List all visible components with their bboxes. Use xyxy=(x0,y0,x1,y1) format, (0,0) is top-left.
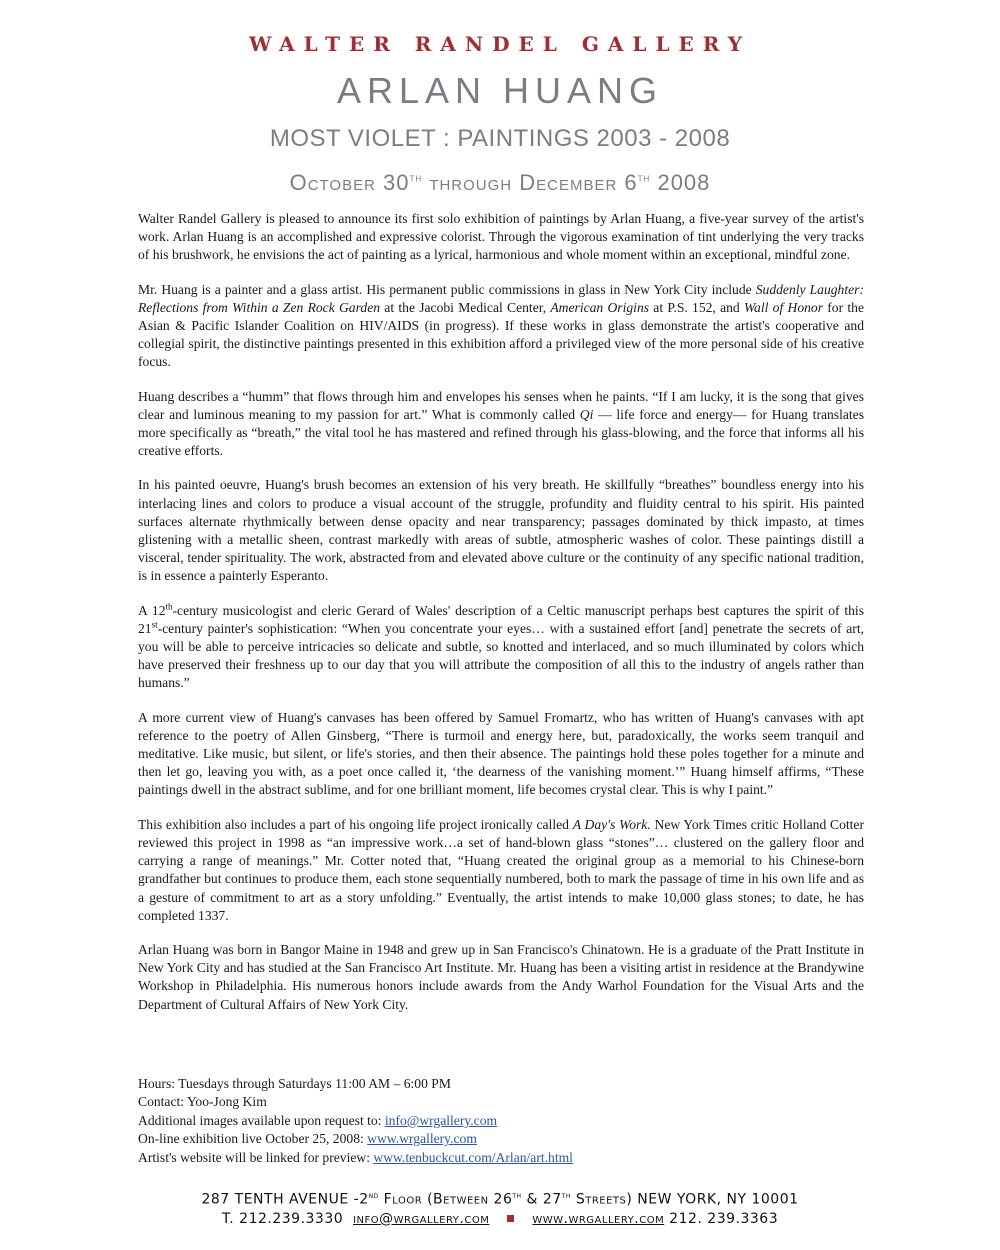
paragraph-fromartz: A more current view of Huang's canvases has been offered by Samuel Fromartz, who has written of Huang's canvases with apt reference to the poetry of Allen Ginsberg, “There is turmoil and energy here, but, paradoxically, the works seem tranquil and meditative. Like music, but silent, or life's stories, and then their absence. The paintings hold these poles together for a minute and then let go, leaving you with, as a poet once called it, ‘the dearness of the vanishing moment.’” Huang himself affirms, “These paintings dwell in the abstract sublime, and for one brilliant moment, life becomes crystal clear. This is why I paint.” xyxy=(138,709,864,798)
gallery-website-link[interactable]: www.wrgallery.com xyxy=(367,1131,477,1147)
press-release-body xyxy=(138,210,864,1030)
contact-line: Contact: Yoo-Jong Kim xyxy=(138,1094,267,1110)
paragraph-days-work: This exhibition also includes a part of his ongoing life project ironically called A Day's Work. New York Times critic Holland Cotter reviewed this project in 1998 as “an impressive work…a set of hand-blown glass “stones”… clustered on the gallery floor and carrying a range of meanings.” Mr. Cotter noted that, “Huang created the original group as a memorial to his Chinese-born grandfather but continues to produce them, each stone sequentially numbered, both to mark the passage of time in his own life and as a gesture of commitment to art as a story unfolding.” Eventually, the artist intends to make 10,000 glass stones; to date, he has completed 1337. xyxy=(138,816,864,923)
footer-address: 287 TENTH AVENUE -2nd Floor (Between 26th & 27th Streets) NEW YORK, NY 10001 xyxy=(201,1191,799,1208)
paragraph-humm: Huang describes a “humm” that flows through him and envelopes his senses when he paints. “If I am lucky, it is the song that gives clear and luminous meaning to my passion for art.” What is commonly called Qi — life force and energy— for Huang translates more specifically as “breath,” the vital tool he has mastered and refined through his glass-blowing, and the force that informs all his creative efforts. xyxy=(138,388,865,459)
paragraph-intro: Walter Randel Gallery is pleased to announce its first solo exhibition of paintings by Arlan Huang, a five-year survey of the artist's work. Arlan Huang is an accomplished and expressive colorist. Through the vigorous examination of tint underlying the very tracks of his brushwork, he envisions the act of painting as a lyrical, harmonious and whole moment within an exceptional, mindful zone. xyxy=(138,211,864,263)
paragraph-biography: Arlan Huang was born in Bangor Maine in 1948 and grew up in San Francisco's Chinatown. He is a graduate of the Pratt Institute in New York City and has studied at the San Francisco Art Institute. Mr. Huang has been a visiting artist in residence at the Brandywine Workshop in Philadelphia. His numerous honors include awards from the Andy Warhol Foundation for the Visual Arts and the Department of Cultural Affairs of New York City. xyxy=(138,941,864,1012)
images-line: Additional images available upon request to: info@wrgallery.com xyxy=(138,1112,498,1128)
paragraph-gerard-of-wales: A 12th-century musicologist and cleric Gerard of Wales' description of a Celtic manuscript perhaps best captures the spirit of this 21st-century painter's sophistication: “When you concentrate your eyes… with a sustained effort [and] penetrate the secrets of art, you will be able to perceive intricacies so delicate and subtle, so knotted and interlaced, and so much illuminated by colors which have preserved their freshness up to our day that you will attribute the composition of all this to the industry of angels rather than humans.” xyxy=(138,601,864,691)
artist-name: ARLAN HUANG xyxy=(336,70,664,111)
paragraph-glass-commissions: Mr. Huang is a painter and a glass artist. His permanent public commissions in glass in New York City include Suddenly Laughter: Reflections from Within a Zen Rock Garden at the Jacobi Medical Center, American Origins at P.S. 152, and Wall of Honor for the Asian & Pacific Islander Coalition on HIV/AIDS (in progress). If these works in glass demonstrate the artist's cooperative and collegial spirit, the distinctive paintings presented in this exhibition afford a privileged view of the more personal side of his creative focus. xyxy=(138,281,864,370)
hours-line: Hours: Tuesdays through Saturdays 11:00 AM – 6:00 PM xyxy=(138,1076,451,1091)
paragraph-oeuvre: In his painted oeuvre, Huang's brush becomes an extension of his very breath. He skillfully “breathes” boundless energy into his interlacing lines and colors to produce a visual account of the struggle, profundity and fluidity central to his spirit. His painted surfaces alternate rhythmically between dense opacity and near transparency; passages dominated by thick impasto, at times glistening with a metallic sheen, contrast markedly with areas of subtle, atmospheric washes of color. These paintings distill a visceral, tender spirituality. The work, abstracted from and elevated above culture or the continuity of any specific national tradition, is in essence a painterly Esperanto. xyxy=(138,477,864,584)
artist-website-link[interactable]: www.tenbuckcut.com/Arlan/art.html xyxy=(373,1149,573,1165)
footer-website[interactable]: www.wrgallery.com xyxy=(532,1210,665,1227)
exhibition-info xyxy=(138,1075,864,1167)
footer-phone: T. 212.239.3330 xyxy=(221,1210,344,1227)
email-link[interactable]: info@wrgallery.com xyxy=(384,1112,498,1128)
footer-fax: 212. 239.3363 xyxy=(669,1210,779,1227)
footer-contacts xyxy=(0,1210,1000,1229)
artist-website-line: Artist's website will be linked for preview: www.tenbuckcut.com/Arlan/art.html xyxy=(138,1149,573,1165)
footer xyxy=(0,1186,1000,1229)
exhibition-dates: October 30th through December 6th 2008 xyxy=(289,170,711,195)
gallery-name: WALTER RANDEL GALLERY xyxy=(248,32,752,56)
online-exhibition-line: On-line exhibition live October 25, 2008: www.wrgallery.com xyxy=(138,1131,477,1147)
footer-email[interactable]: info@wrgallery.com xyxy=(353,1210,490,1227)
exhibition-title: MOST VIOLET : PAINTINGS 2003 - 2008 xyxy=(269,125,731,152)
square-bullet-icon xyxy=(507,1215,514,1222)
